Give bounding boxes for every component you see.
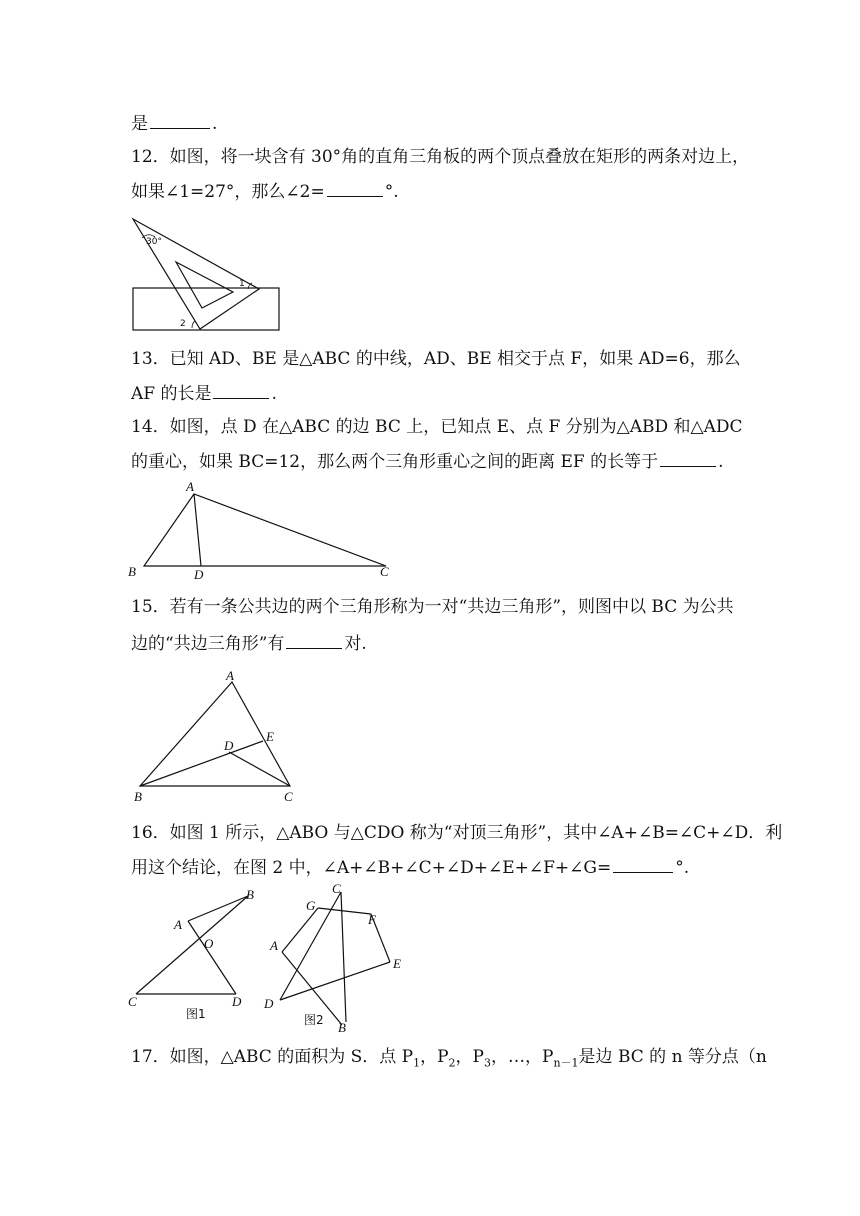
q15-line2 xyxy=(131,632,367,655)
label-A: A xyxy=(174,917,182,932)
label-B: B xyxy=(338,1020,346,1035)
q12-prompt: 如果∠1=27°，那么∠2= xyxy=(131,182,325,202)
q14-prompt: 的重心，如果 BC=12，那么两个三角形重心之间的距离 EF 的长等于 xyxy=(131,452,659,472)
label-C: C xyxy=(284,789,293,804)
triangle-abc xyxy=(144,494,386,566)
q16-unit: °. xyxy=(675,858,690,878)
label-D: D xyxy=(224,738,234,753)
q16-figure2 xyxy=(262,880,412,1035)
rectangle xyxy=(133,288,279,330)
segment-gf xyxy=(318,908,371,914)
q14-figure xyxy=(124,478,404,584)
q17-line1 xyxy=(131,1046,767,1074)
label-F: F xyxy=(368,912,376,927)
segment-ga xyxy=(282,908,318,952)
label-G: G xyxy=(306,898,316,913)
q12-blank[interactable] xyxy=(327,180,383,197)
triangle-ruler-inner xyxy=(176,262,233,308)
q17-sub3: 3 xyxy=(484,1056,491,1070)
q11-blank[interactable] xyxy=(150,112,210,129)
q13-line1: 13．已知 AD、BE 是△ABC 的中线，AD、BE 相交于点 F，如果 AD=6，那么 xyxy=(131,349,741,369)
segment-ad xyxy=(188,921,236,994)
q12-line2 xyxy=(131,180,399,203)
q16-figure1 xyxy=(126,884,266,1024)
label-A: A xyxy=(186,479,194,494)
q12-line1: 12．如图，将一块含有 30°角的直角三角板的两个顶点叠放在矩形的两条对边上， xyxy=(131,147,750,167)
q15-blank[interactable] xyxy=(286,632,342,649)
q17-sub4: n－1 xyxy=(553,1056,579,1070)
q16-line2 xyxy=(131,856,689,879)
label-B: B xyxy=(246,887,254,902)
q14-end: . xyxy=(718,452,724,472)
q12-unit: °. xyxy=(384,182,399,202)
q13-end: . xyxy=(271,384,277,404)
q16-blank[interactable] xyxy=(613,856,673,873)
q17-text-pre: 17．如图，△ABC 的面积为 S．点 P xyxy=(131,1047,414,1067)
label-30deg: 30° xyxy=(146,237,162,247)
segment-be xyxy=(140,741,263,786)
q14-line2 xyxy=(131,450,724,473)
q15-line1: 15．若有一条公共边的两个三角形称为一对“共边三角形”，则图中以 BC 为公共 xyxy=(131,597,734,617)
q16-line1: 16．如图 1 所示，△ABO 与△CDO 称为“对顶三角形”，其中∠A+∠B=∠C+∠D．利 xyxy=(131,823,783,843)
segment-ad xyxy=(194,494,201,566)
label-D: D xyxy=(264,996,274,1011)
label-angle-1: 1 xyxy=(239,279,245,289)
label-D: D xyxy=(194,567,204,582)
q17-text-mid1: ，P xyxy=(420,1047,449,1067)
q17-text-post: 是边 BC 的 n 等分点（n xyxy=(578,1047,767,1067)
label-O: O xyxy=(204,936,214,951)
q15-end: 对. xyxy=(344,634,367,654)
q15-prompt: 边的“共边三角形”有 xyxy=(131,634,285,654)
q17-text-mid2: ，P xyxy=(455,1047,484,1067)
label-E: E xyxy=(266,729,274,744)
label-D: D xyxy=(232,994,242,1009)
caption-figure2: 图2 xyxy=(304,1013,324,1027)
label-C: C xyxy=(128,994,137,1009)
q16-prompt: 用这个结论，在图 2 中，∠A+∠B+∠C+∠D+∠E+∠F+∠G= xyxy=(131,858,612,878)
caption-figure1: 图1 xyxy=(186,1007,206,1021)
q12-figure xyxy=(128,214,286,334)
q17-text-mid3: ，…，P xyxy=(491,1047,554,1067)
segment-bc xyxy=(136,896,248,994)
label-C: C xyxy=(332,881,341,896)
segment-ab xyxy=(188,896,248,921)
angle-2-arc xyxy=(192,321,195,328)
label-B: B xyxy=(128,564,136,579)
q13-prompt: AF 的长是 xyxy=(131,384,212,404)
label-B: B xyxy=(134,789,142,804)
q13-line2 xyxy=(131,382,277,405)
label-angle-2: 2 xyxy=(180,319,186,329)
label-E: E xyxy=(393,956,401,971)
q17-sub2: 2 xyxy=(448,1056,456,1070)
q15-figure xyxy=(126,664,306,804)
q14-blank[interactable] xyxy=(660,450,716,467)
label-A: A xyxy=(226,668,234,683)
q13-blank[interactable] xyxy=(213,382,269,399)
q17-sub1: 1 xyxy=(413,1056,421,1070)
label-C: C xyxy=(380,564,389,579)
q11-answer-line xyxy=(131,112,217,135)
label-A: A xyxy=(270,938,278,953)
q11-end: . xyxy=(212,114,218,134)
q14-line1: 14．如图，点 D 在△ABC 的边 BC 上，已知点 E、点 F 分别为△ABD 和△ADC xyxy=(131,417,743,437)
segment-ed xyxy=(280,962,390,1000)
q11-text: 是 xyxy=(131,114,148,134)
